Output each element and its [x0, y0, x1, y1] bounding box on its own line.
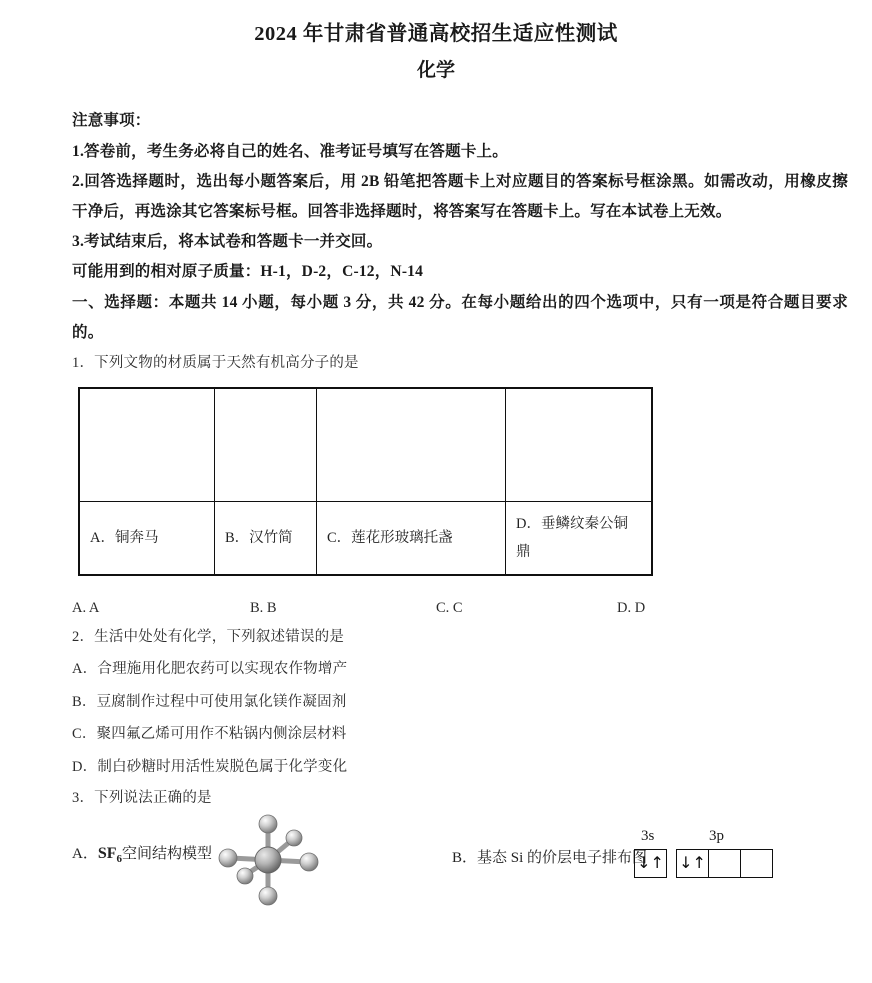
sf6-formula: $SF_6$: [97, 844, 123, 866]
question-2: [0, 622, 872, 783]
question-1-table-wrapper: [0, 387, 872, 576]
question-2-option-a[interactable]: A．合理施用化肥农药可以实现农作物增产: [72, 660, 348, 677]
question-1-choice-d[interactable]: D. D: [617, 600, 646, 617]
orbital-group-3p: [676, 849, 773, 878]
orbital-cell-3p-3: [741, 850, 772, 877]
question-3-options-row: [0, 828, 872, 918]
artifact-image-cell-b: [215, 388, 317, 502]
question-3: [0, 783, 872, 813]
orbital-arrows-3s-1: ↓↑: [637, 853, 664, 873]
artifact-label-a: A．铜奔马: [90, 530, 159, 547]
subject-title: 化学: [416, 59, 455, 81]
artifact-image-cell-a: [79, 388, 215, 502]
orbital-arrows-3p-3: [741, 850, 772, 877]
orbital-cell-3s-1: [635, 850, 666, 877]
relative-atomic-mass-line: 可能用到的相对原子质量：H-1，D-2，C-12，N-14: [72, 263, 424, 281]
orbital-cell-3p-2: [709, 850, 741, 877]
question-1-choices: [0, 600, 872, 622]
notice-section: [0, 106, 872, 348]
sf6-molecular-model-icon: [212, 810, 324, 910]
question-1-choice-a[interactable]: A. A: [72, 600, 100, 617]
artifact-label-cell-d: [506, 502, 653, 576]
artifact-label-d: D．垂鳞纹秦公铜鼎: [516, 516, 628, 561]
notice-item-2: 2.回答选择题时，选出每小题答案后，用 2B 铅笔把答题卡上对应题目的答案标号框涂黑。如需改动，用橡皮擦干净后，再选涂其它答案标号框。回答非选择题时，将答案写在答题卡上。写在本试卷上无效。: [72, 172, 848, 220]
question-3-option-a-prefix: A．: [72, 845, 98, 862]
multiple-choice-section-header: 一、选择题：本题共 14 小题，每小题 3 分，共 42 分。在每小题给出的四个选项中，只有一项是符合题目要求的。: [72, 293, 848, 341]
question-3-option-a[interactable]: [72, 842, 212, 865]
table-row-labels: [79, 502, 652, 576]
artifact-image-cell-c: [317, 388, 506, 502]
orbital-cell-3p-1: [677, 850, 709, 877]
orbital-label-3s: 3s: [641, 827, 655, 844]
question-3-option-b-text: 基态 Si 的价层电子排布图: [477, 849, 648, 866]
artifact-table: [78, 387, 653, 576]
question-2-stem: 2．生活中处处有化学，下列叙述错误的是: [72, 629, 345, 646]
artifact-image-cell-d: [506, 388, 653, 502]
orbital-arrows-3p-1: ↓↑: [679, 853, 706, 873]
question-1-stem: 1．下列文物的材质属于天然有机高分子的是: [72, 355, 359, 372]
question-2-option-d[interactable]: D．制白砂糖时用活性炭脱色属于化学变化: [72, 758, 348, 775]
question-2-option-c[interactable]: C．聚四氟乙烯可用作不粘锅内侧涂层材料: [72, 726, 347, 743]
question-1-choice-c[interactable]: C. C: [436, 600, 463, 617]
notice-item-3: 3.考试结束后，将本试卷和答题卡一并交回。: [72, 233, 383, 251]
question-3-option-b[interactable]: [452, 846, 647, 867]
orbital-label-3p: 3p: [709, 827, 724, 844]
artifact-label-cell-b: [215, 502, 317, 576]
notice-heading: 注意事项：: [72, 112, 151, 130]
table-row-images: [79, 388, 652, 502]
artifact-label-cell-c: [317, 502, 506, 576]
question-3-option-a-text: 空间结构模型: [122, 845, 213, 862]
notice-item-1: 1.答卷前，考生务必将自己的姓名、准考证号填写在答题卡上。: [72, 142, 508, 160]
artifact-label-c: C．莲花形玻璃托盏: [327, 530, 453, 547]
artifact-label-cell-a: [79, 502, 215, 576]
question-1-choice-b[interactable]: B. B: [250, 600, 277, 617]
question-2-option-b[interactable]: B．豆腐制作过程中可使用氯化镁作凝固剂: [72, 693, 347, 710]
orbital-group-3s: [634, 849, 667, 878]
artifact-label-b: B．汉竹简: [225, 530, 293, 547]
question-1: [0, 348, 872, 378]
page-title: 2024 年甘肃省普通高校招生适应性测试: [254, 23, 618, 45]
question-3-stem: 3．下列说法正确的是: [72, 790, 212, 807]
question-3-option-b-prefix: B．: [452, 849, 478, 866]
orbital-arrows-3p-2: [709, 850, 740, 877]
exam-paper-page: [0, 20, 872, 983]
